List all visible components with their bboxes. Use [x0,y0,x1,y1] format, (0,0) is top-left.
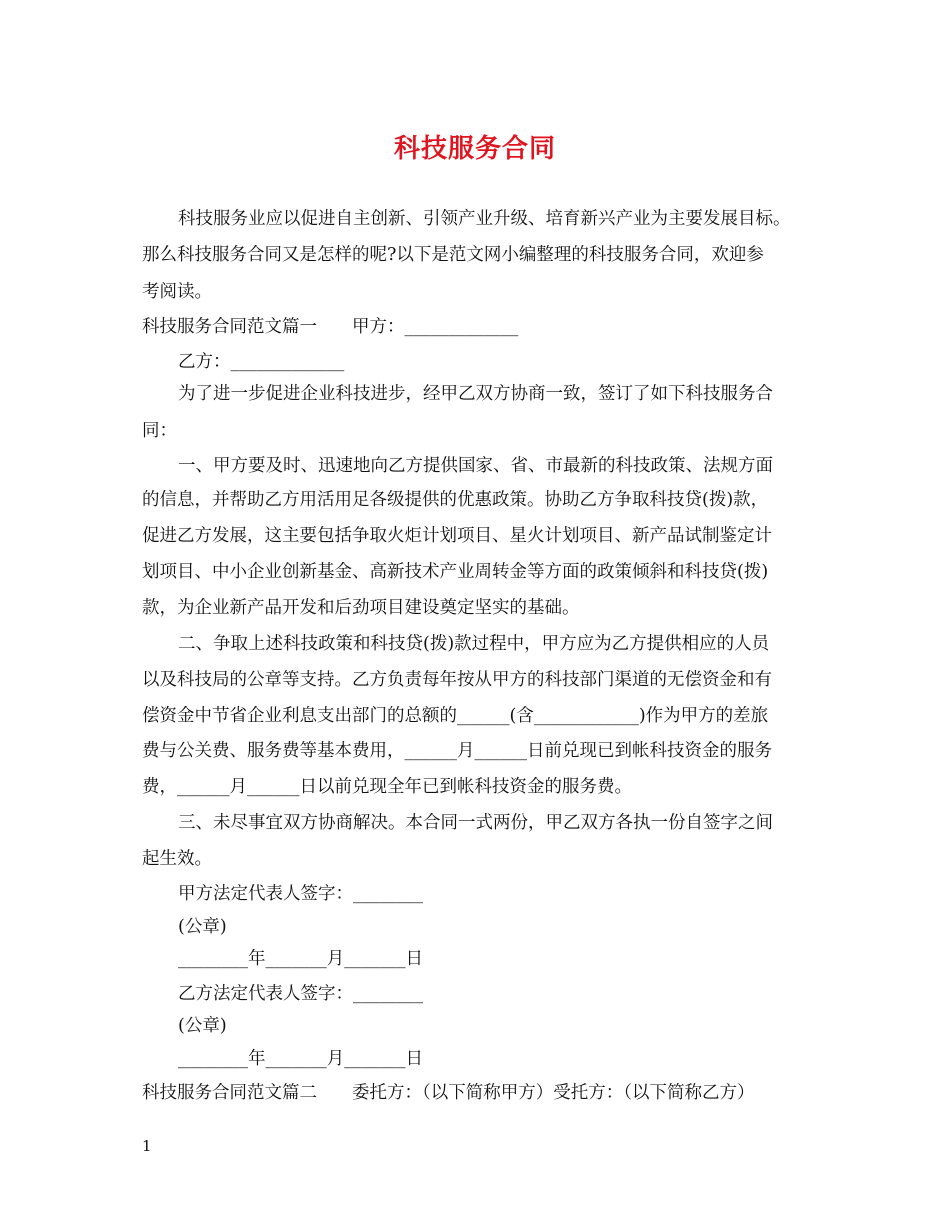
paragraph-line: 二、争取上述科技政策和科技贷(拨)款过程中，甲方应为乙方提供相应的人员 [178,634,770,654]
paragraph-line: 以及科技局的公章等支持。乙方负责每年按从甲方的科技部门渠道的无偿资金和有 [142,670,772,690]
date-line: ________年_______月_______日 [178,949,423,969]
paragraph-line: 费，______月______日以前兑现全年已到帐科技资金的服务费。 [142,777,632,797]
paragraph-line: 的信息，并帮助乙方用活用足各级提供的优惠政策。协助乙方争取科技贷(拨)款， [142,490,769,510]
section-heading-line: 科技服务合同范文篇二 委托方：（以下简称甲方）受托方：（以下简称乙方） [142,1083,755,1103]
party-b-line: 乙方：_____________ [178,352,345,372]
paragraph-line: 一、甲方要及时、迅速地向乙方提供国家、省、市最新的科技政策、法规方面 [178,456,773,476]
seal-label: (公章) [178,1016,227,1036]
paragraph-line: 那么科技服务合同又是怎样的呢?以下是范文网小编整理的科技服务合同，欢迎参 [142,245,764,265]
paragraph-line: 考阅读。 [142,282,212,302]
signature-line-party-b: 乙方法定代表人签字：________ [178,984,423,1004]
page-number: 1 [142,1137,152,1155]
paragraph-line: 偿资金中节省企业利息支出部门的总额的______(含____________)作为甲方的差旅 [142,706,769,726]
paragraph-line: 款，为企业新产品开发和后劲项目建设奠定坚实的基础。 [142,598,580,618]
paragraph-line: 为了进一步促进企业科技进步，经甲乙双方协商一致，签订了如下科技服务合 [178,384,773,404]
paragraph-line: 起生效。 [142,849,212,869]
date-line: ________年_______月_______日 [178,1049,423,1069]
paragraph-line: 三、未尽事宜双方协商解决。本合同一式两份，甲乙双方各执一份自签字之间 [178,813,773,833]
seal-label: (公章) [178,917,227,937]
paragraph-line: 科技服务业应以促进自主创新、引领产业升级、培育新兴产业为主要发展目标。 [178,209,791,229]
paragraph-line: 同： [142,421,177,441]
document-title: 科技服务合同 [393,134,556,164]
paragraph-line: 划项目、中小企业创新基金、高新技术产业周转金等方面的政策倾斜和科技贷(拨) [142,562,769,582]
section-heading-line: 科技服务合同范文篇一 甲方：_____________ [142,317,519,337]
paragraph-line: 费与公关费、服务费等基本费用，______月______日前兑现已到帐科技资金的服务 [142,741,772,761]
paragraph-line: 促进乙方发展，这主要包括争取火炬计划项目、星火计划项目、新产品试制鉴定计 [142,526,772,546]
signature-line-party-a: 甲方法定代表人签字：________ [178,884,423,904]
